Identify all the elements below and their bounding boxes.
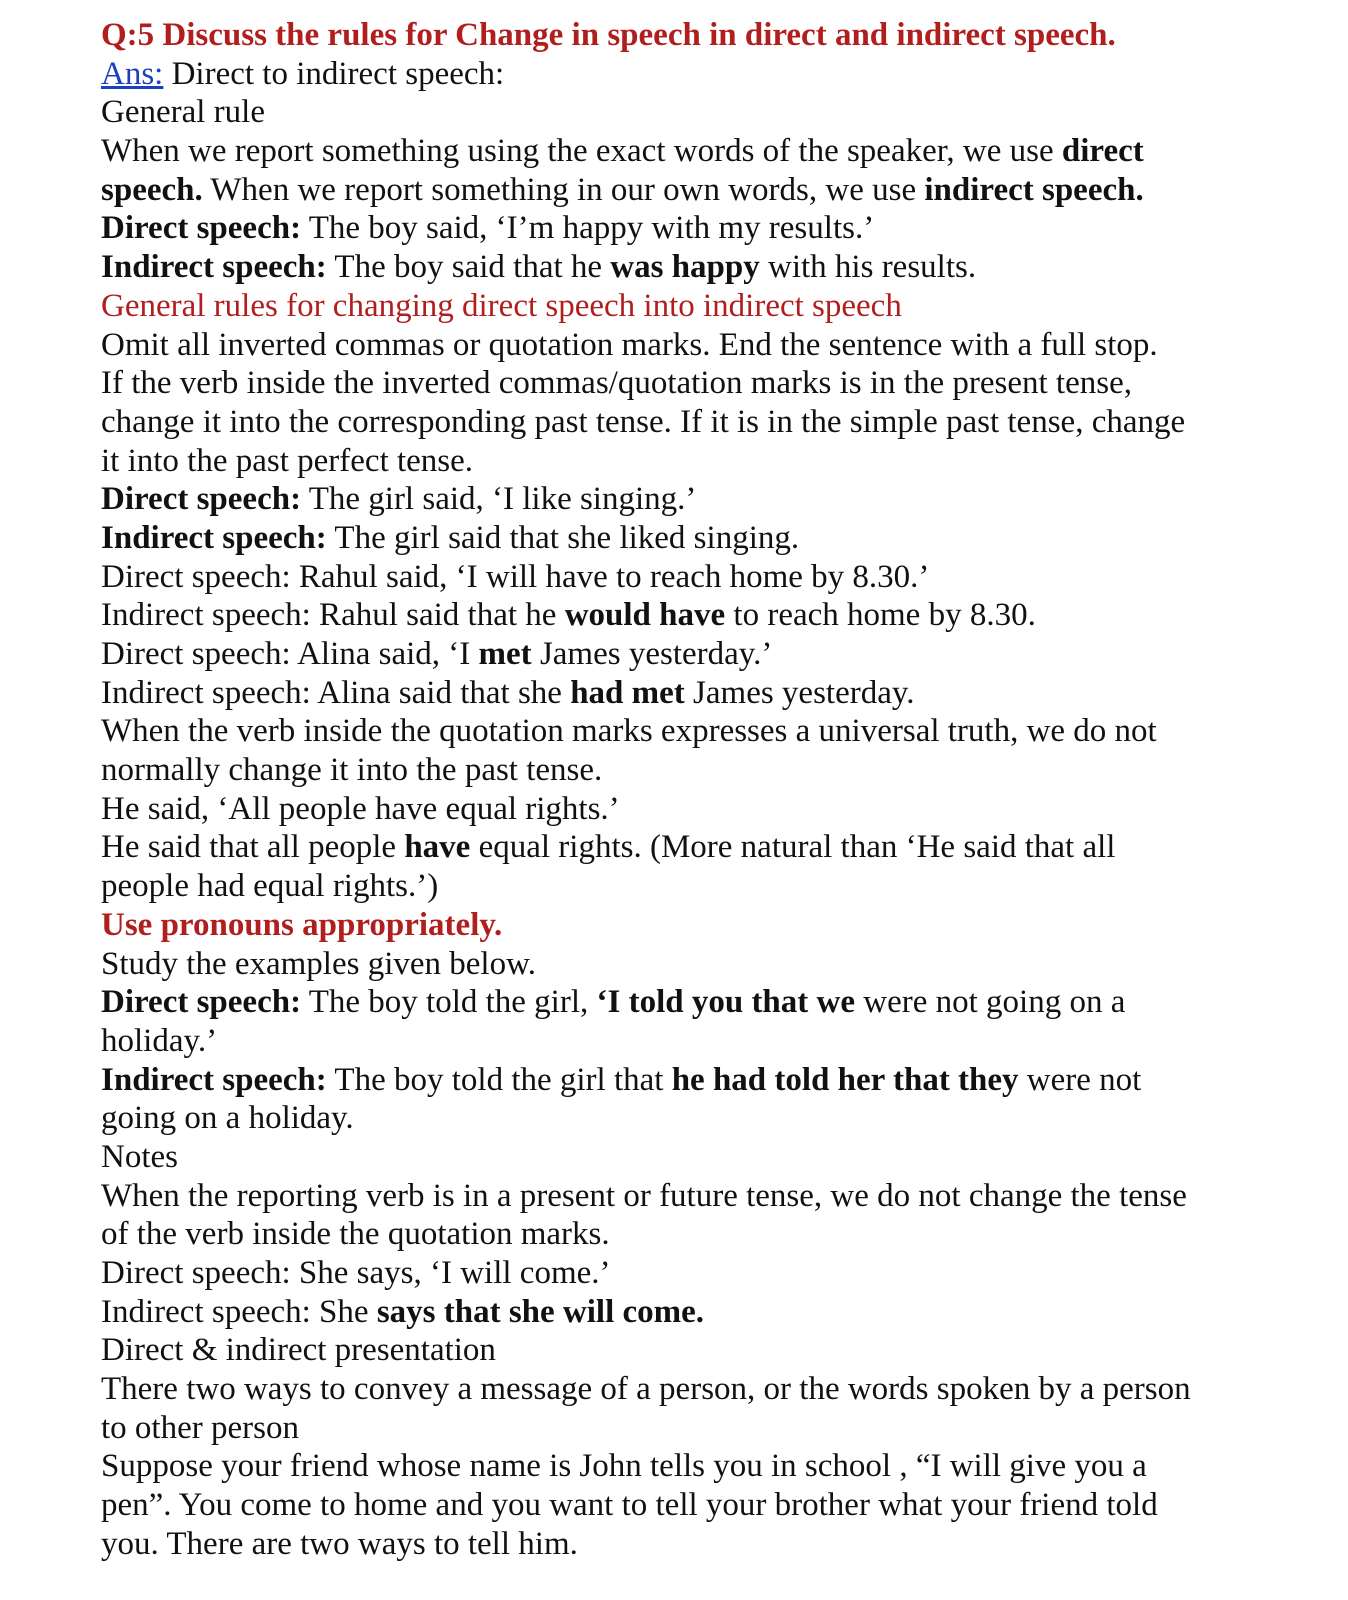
paragraph-line: going on a holiday. (101, 1100, 354, 1137)
bold-run: says that she will come. (376, 1293, 705, 1330)
paragraph-line: Study the examples given below. (101, 945, 537, 982)
label: Direct speech: (101, 984, 302, 1021)
paragraph-line: When the reporting verb is in a present or future tense, we do not change the tense (101, 1177, 1187, 1214)
text-run: were not (1018, 1061, 1142, 1098)
text-run: Indirect speech: Rahul said that he (101, 597, 565, 634)
question-title: Q:5 Discuss the rules for Change in speech in direct and indirect speech. (101, 17, 1116, 53)
ans-link[interactable]: Ans: (101, 55, 164, 92)
label: Direct speech: (101, 481, 302, 518)
text-run: James yesterday. (684, 674, 915, 711)
text-run: Indirect speech: She (101, 1293, 377, 1330)
example-indirect (101, 596, 1331, 635)
label: Direct speech: (101, 210, 302, 247)
example-direct: Direct speech: She says, ‘I will come.’ (101, 1255, 611, 1291)
example-indirect (101, 674, 1331, 713)
label: Indirect speech: (101, 1061, 327, 1098)
answer-line (101, 55, 1331, 94)
text-run: When we report something in our own words, we use (202, 171, 925, 208)
paragraph-line (101, 171, 1331, 210)
bold-run: had met (570, 674, 685, 711)
paragraph-line: to other person (101, 1409, 299, 1446)
text-run: were not going on a (855, 984, 1126, 1021)
paragraph-line (101, 1447, 1331, 1486)
example-direct (101, 480, 1331, 519)
pronouns-heading: Use pronouns appropriately. (101, 906, 503, 943)
example-indirect (101, 248, 1331, 287)
text-run: with his results. (759, 249, 977, 286)
bold-run: met (478, 636, 532, 672)
bold-run: indirect speech. (924, 171, 1144, 208)
paragraph-line: it into the past perfect tense. (101, 442, 474, 479)
presentation-heading: Direct & indirect presentation (101, 1332, 496, 1369)
text-run: When we report something using the exact words of the speaker, we use (101, 133, 1062, 170)
paragraph-line: When the verb inside the quotation marks expresses a universal truth, we do not (101, 713, 1157, 750)
ans-text: Direct to indirect speech: (163, 55, 505, 92)
paragraph-line: There two ways to convey a message of a person, or the words spoken by a person (101, 1371, 1191, 1408)
paragraph-line (101, 828, 1331, 867)
paragraph-line: you. There are two ways to tell him. (101, 1525, 578, 1562)
example-indirect (101, 519, 1331, 558)
bold-run: would have (564, 597, 726, 634)
paragraph-line: Omit all inverted commas or quotation marks. End the sentence with a full stop. (101, 326, 1158, 363)
paragraph-line (101, 132, 1331, 171)
paragraph-line: holiday.’ (101, 1022, 218, 1059)
label: Indirect speech: (101, 249, 327, 286)
text-run: The girl said that she liked singing. (326, 519, 800, 556)
example-direct: Direct speech: Rahul said, ‘I will have to reach home by 8.30.’ (101, 558, 930, 595)
text-run: He said that all people (101, 829, 405, 866)
paragraph-line: pen”. You come to home and you want to tell your brother what your friend told (101, 1487, 1158, 1524)
paragraph-line: of the verb inside the quotation marks. (101, 1216, 610, 1253)
text-run: Indirect speech: Alina said that she (101, 674, 571, 711)
example-direct (101, 983, 1331, 1022)
text-run: equal rights. (More natural than ‘He said that all (470, 829, 1116, 866)
paragraph-line: people had equal rights.’) (101, 868, 439, 905)
paragraph-line: change it into the corresponding past tense. If it is in the simple past tense, change (101, 403, 1186, 440)
document-page (101, 16, 1331, 1564)
text-run: James yesterday.’ (531, 636, 773, 672)
paragraph-line: He said, ‘All people have equal rights.’ (101, 790, 620, 827)
bold-run: ‘I told you that we (596, 984, 856, 1021)
bold-run: was happy (610, 249, 760, 286)
text-run: The boy said that he (326, 249, 611, 286)
rules-heading: General rules for changing direct speech into indirect speech (101, 287, 902, 324)
general-rule-heading: General rule (101, 94, 265, 131)
text-run: The boy told the girl, (301, 984, 597, 1021)
text-run: The girl said, ‘I like singing.’ (301, 481, 697, 518)
label: Indirect speech: (101, 519, 327, 556)
paragraph-line: If the verb inside the inverted commas/quotation marks is in the present tense, (101, 365, 1132, 402)
example-indirect (101, 1293, 1331, 1332)
text-run: Direct speech: Alina said, ‘I (101, 636, 479, 672)
bold-run: have (404, 829, 471, 866)
bold-run: direct (1061, 133, 1144, 170)
notes-heading: Notes (101, 1138, 178, 1175)
paragraph-line: normally change it into the past tense. (101, 752, 603, 789)
example-indirect (101, 1061, 1331, 1100)
text-run: The boy told the girl that (326, 1061, 672, 1098)
example-direct (101, 209, 1331, 248)
text-run: Suppose your friend whose name is John tells you in school , “I will give you a (101, 1448, 1147, 1485)
example-direct (101, 635, 1331, 674)
bold-run: speech. (101, 171, 203, 208)
text-run: The boy said, ‘I’m happy with my results.’ (301, 210, 875, 247)
text-run: to reach home by 8.30. (725, 597, 1036, 634)
bold-run: he had told her that they (671, 1061, 1019, 1098)
